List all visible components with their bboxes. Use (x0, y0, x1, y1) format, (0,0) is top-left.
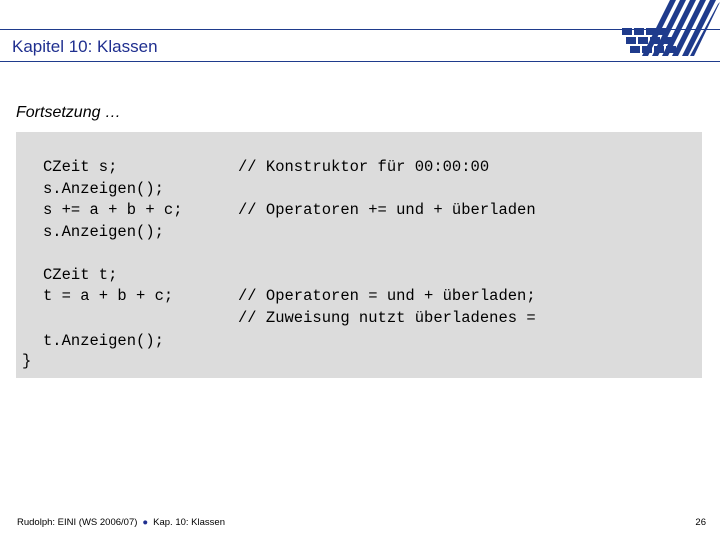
header-bottom-line (0, 61, 720, 62)
code-line: t = a + b + c; (43, 287, 174, 305)
footer-left (17, 517, 225, 528)
footer-chapter: Kap. 10: Klassen (153, 517, 225, 528)
slide-chapter-title: Kapitel 10: Klassen (12, 37, 158, 56)
code-line: s.Anzeigen(); (43, 180, 164, 198)
footer-separator-icon: ● (142, 517, 149, 528)
page-number: 26 (695, 517, 706, 528)
code-line: s += a + b + c; (43, 201, 183, 219)
header-top-line (0, 29, 720, 30)
code-comment: // Operatoren = und + überladen; (238, 287, 536, 305)
code-line: t.Anzeigen(); (43, 332, 164, 350)
code-comment: // Konstruktor für 00:00:00 (238, 158, 490, 176)
code-comment: // Operatoren += und + überladen (238, 201, 536, 219)
code-line: CZeit t; (43, 266, 118, 284)
code-line: CZeit s; (43, 158, 118, 176)
university-logo (618, 0, 720, 64)
code-closing-brace: } (22, 352, 32, 370)
code-comment: // Zuweisung nutzt überladenes = (238, 309, 536, 327)
code-line: s.Anzeigen(); (43, 223, 164, 241)
slide-subtitle: Fortsetzung … (16, 104, 121, 121)
footer-author-course: Rudolph: EINI (WS 2006/07) (17, 517, 138, 528)
